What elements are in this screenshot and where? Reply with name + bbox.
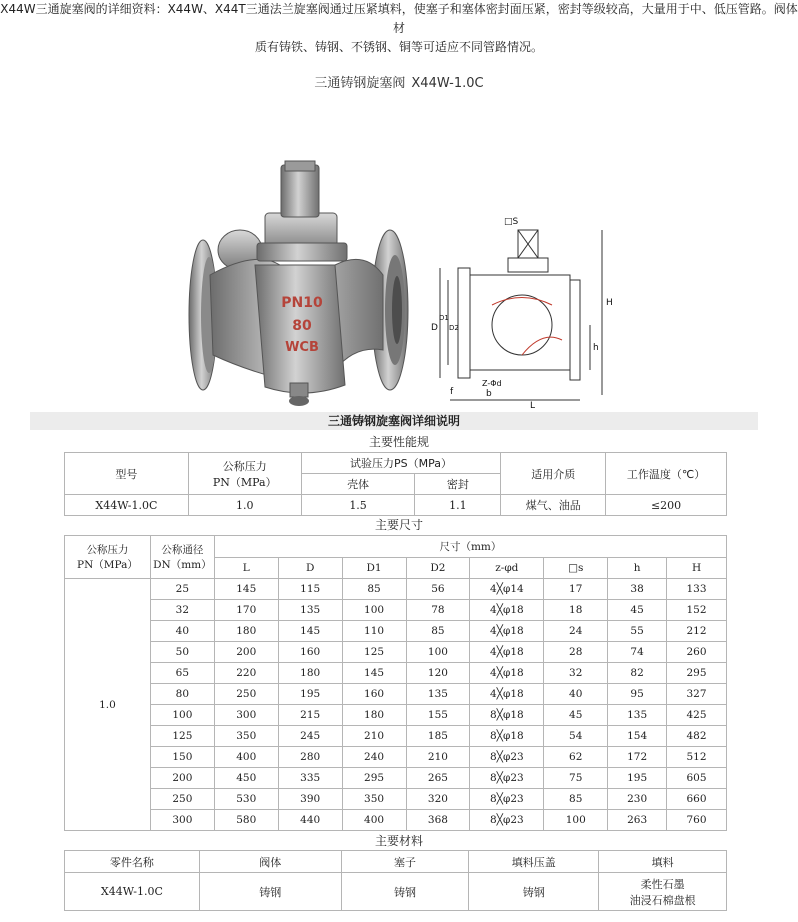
cell-dimension: 4╳φ18 [470,663,544,684]
valve-photo [185,155,415,410]
drawing-label-D: D [431,323,438,333]
performance-table [64,452,727,516]
cell-dimension: 530 [214,789,278,810]
cell-dimension: 482 [667,726,727,747]
table-row [65,726,727,747]
cell-dimension: 62 [544,747,608,768]
cell-dimension: 605 [667,768,727,789]
drawing-label-h: h [593,343,599,353]
cell-dimension: 18 [544,600,608,621]
cell-dimension: 4╳φ18 [470,684,544,705]
header-dn [150,536,214,579]
table-row [65,600,727,621]
cell-plug-material: 铸钢 [341,873,469,911]
cell-dimension: 24 [544,621,608,642]
cell-dimension: 180 [214,621,278,642]
cell-dimension: 4╳φ14 [470,579,544,600]
cell-dimension: 440 [278,810,342,831]
table-row [65,536,727,558]
cell-dn: 65 [150,663,214,684]
table-row [65,873,727,911]
cell-dimension: 8╳φ23 [470,789,544,810]
dimensions-table [64,535,727,831]
cell-dn: 25 [150,579,214,600]
cell-dimension: 350 [214,726,278,747]
cell-dimension: 180 [342,705,406,726]
table-row [65,495,727,516]
intro-line-1: X44W三通旋塞阀的详细资料：X44W、X44T三通法兰旋塞阀通过压紧填料，使塞子和塞体密封面压紧，密封等级较高，大量用于中、低压管路。阀体材 [0,2,798,35]
cell-dimension: 8╳φ18 [470,726,544,747]
cell-dimension: 450 [214,768,278,789]
cell-dimension: 135 [406,684,470,705]
cell-dimension: 350 [342,789,406,810]
cell-seal: 1.1 [415,495,501,516]
table-row [65,768,727,789]
cell-dn: 40 [150,621,214,642]
col-header: H [667,558,727,579]
cell-dn: 80 [150,684,214,705]
table-row [65,789,727,810]
cell-dimension: 38 [608,579,667,600]
cell-dn: 150 [150,747,214,768]
header-dn-unit: DN（mm） [153,559,212,571]
cell-dimension: 145 [214,579,278,600]
drawing-label-D1: D1 [439,314,449,322]
header-pn [188,453,301,495]
cell-dimension: 660 [667,789,727,810]
cell-medium: 煤气、油品 [501,495,606,516]
header-model: 型号 [65,453,189,495]
cell-dimension: 110 [342,621,406,642]
table-row [65,453,727,474]
cell-dimension: 74 [608,642,667,663]
cell-dimension: 760 [667,810,727,831]
cell-dimension: 100 [406,642,470,663]
table-row [65,642,727,663]
cell-dimension: 368 [406,810,470,831]
cell-dimension: 28 [544,642,608,663]
cell-dimension: 220 [214,663,278,684]
cell-dimension: 160 [342,684,406,705]
dimensions-body [65,579,727,831]
header-gland: 填料压盖 [469,851,599,873]
drawing-label-D2: D2 [449,324,459,332]
cell-dimension: 40 [544,684,608,705]
table-row [65,621,727,642]
cell-dimension: 154 [608,726,667,747]
cell-dimension: 85 [406,621,470,642]
drawing-label-H: H [606,298,613,308]
col-header: □s [544,558,608,579]
header-plug: 塞子 [341,851,469,873]
cell-dn: 50 [150,642,214,663]
table-row [65,705,727,726]
cell-dimension: 45 [608,600,667,621]
section-title: 三通铸钢旋塞阀详细说明 [30,412,758,430]
cell-dimension: 8╳φ23 [470,810,544,831]
cell-dimension: 17 [544,579,608,600]
header-size: 尺寸（mm） [214,536,726,558]
drawing-label-b: b [486,389,492,399]
drawing-label-s: □S [504,217,519,227]
product-name: 三通铸钢旋塞阀 [314,76,406,91]
header-medium: 适用介质 [501,453,606,495]
cell-dimension: 152 [667,600,727,621]
header-test-pressure: 试验压力PS（MPa） [301,453,501,474]
cell-dimension: 78 [406,600,470,621]
cell-dimension: 195 [278,684,342,705]
cell-dimension: 8╳φ18 [470,705,544,726]
cell-dimension: 425 [667,705,727,726]
dimensions-caption: 主要尺寸 [374,518,423,532]
cell-dimension: 133 [667,579,727,600]
header-pn-label: 公称压力 [86,544,129,556]
materials-caption: 主要材料 [374,834,423,848]
intro-line-2: 质有铸铁、铸钢、不锈钢、铜等可适应不同管路情况。 [254,40,543,54]
col-header: L [214,558,278,579]
cell-dimension: 145 [278,621,342,642]
cell-dimension: 85 [544,789,608,810]
materials-table [64,850,727,911]
cell-dimension: 512 [667,747,727,768]
cell-dimension: 580 [214,810,278,831]
cell-dimension: 160 [278,642,342,663]
cell-dimension: 320 [406,789,470,810]
cell-dimension: 400 [214,747,278,768]
cell-dimension: 85 [342,579,406,600]
cell-dimension: 263 [608,810,667,831]
header-packing: 填料 [599,851,727,873]
cell-dimension: 55 [608,621,667,642]
cell-dimension: 155 [406,705,470,726]
cell-gland-material: 铸钢 [469,873,599,911]
cell-dimension: 32 [544,663,608,684]
performance-caption: 主要性能规 [368,435,429,449]
cell-dimension: 300 [214,705,278,726]
cell-dimension: 100 [544,810,608,831]
cell-dimension: 4╳φ18 [470,642,544,663]
cell-dimension: 390 [278,789,342,810]
table-row [65,747,727,768]
cell-dimension: 335 [278,768,342,789]
cell-dimension: 260 [667,642,727,663]
marking-size: 80 [292,318,312,334]
cell-dimension: 185 [406,726,470,747]
cell-dimension: 135 [608,705,667,726]
cell-dimension: 180 [278,663,342,684]
cell-dimension: 400 [342,810,406,831]
cell-dimension: 135 [278,600,342,621]
cell-packing-material [599,873,727,911]
header-dn-label: 公称通径 [161,544,204,556]
header-body: 阀体 [199,851,341,873]
cell-dimension: 250 [214,684,278,705]
cell-dimension: 145 [342,663,406,684]
product-model: X44W-1.0C [411,76,484,91]
cell-dimension: 210 [406,747,470,768]
cell-dimension: 295 [667,663,727,684]
header-shell: 壳体 [301,474,415,495]
header-temperature: 工作温度（℃） [606,453,727,495]
cell-dimension: 95 [608,684,667,705]
product-subtitle [0,72,798,91]
cell-dimension: 125 [342,642,406,663]
cell-dimension: 195 [608,768,667,789]
cell-dn: 100 [150,705,214,726]
cell-dimension: 200 [214,642,278,663]
cell-dn: 250 [150,789,214,810]
cell-dimension: 54 [544,726,608,747]
cell-dn: 32 [150,600,214,621]
cell-dimension: 245 [278,726,342,747]
cell-dn: 200 [150,768,214,789]
cell-dimension: 45 [544,705,608,726]
cell-dimension: 215 [278,705,342,726]
cell-pn: 1.0 [188,495,301,516]
intro-text [0,0,798,57]
cell-dimension: 8╳φ23 [470,768,544,789]
cell-dimension: 4╳φ18 [470,600,544,621]
cell-dimension: 4╳φ18 [470,621,544,642]
packing-line-1: 柔性石墨 [640,877,685,891]
cell-body-material: 铸钢 [199,873,341,911]
cell-dimension: 115 [278,579,342,600]
cell-dimension: 82 [608,663,667,684]
header-pn [65,536,151,579]
cell-dimension: 56 [406,579,470,600]
cell-dimension: 75 [544,768,608,789]
cell-dimension: 8╳φ23 [470,747,544,768]
packing-line-2: 油浸石棉盘根 [629,893,696,907]
cell-dimension: 295 [342,768,406,789]
drawing-label-zd: Z-Φd [482,379,502,388]
cell-model: X44W-1.0C [65,495,189,516]
header-pn-label: 公称压力 [222,459,267,473]
cell-dimension: 172 [608,747,667,768]
table-row [65,579,727,600]
header-seal: 密封 [415,474,501,495]
cell-pn: 1.0 [65,579,151,831]
drawing-label-L: L [530,401,536,410]
cell-dimension: 230 [608,789,667,810]
table-row [65,810,727,831]
cell-dimension: 265 [406,768,470,789]
cell-shell: 1.5 [301,495,415,516]
drawing-label-f: f [450,387,454,397]
cell-dn: 125 [150,726,214,747]
header-part-name: 零件名称 [65,851,200,873]
cell-temp: ≤200 [606,495,727,516]
table-row [65,851,727,873]
col-header: h [608,558,667,579]
marking-material: WCB [285,340,319,355]
col-header: D2 [406,558,470,579]
table-row [65,684,727,705]
cell-dn: 300 [150,810,214,831]
header-pn-unit: PN（MPa） [77,559,138,571]
cell-model: X44W-1.0C [65,873,200,911]
cell-dimension: 327 [667,684,727,705]
col-header: z-φd [470,558,544,579]
cell-dimension: 210 [342,726,406,747]
marking-pn: PN10 [281,295,323,311]
cell-dimension: 280 [278,747,342,768]
header-pn-unit: PN（MPa） [212,475,277,489]
cell-dimension: 170 [214,600,278,621]
col-header: D1 [342,558,406,579]
cell-dimension: 212 [667,621,727,642]
cell-dimension: 120 [406,663,470,684]
valve-drawing [430,210,615,410]
table-row [65,663,727,684]
cell-dimension: 100 [342,600,406,621]
col-header: D [278,558,342,579]
cell-dimension: 240 [342,747,406,768]
